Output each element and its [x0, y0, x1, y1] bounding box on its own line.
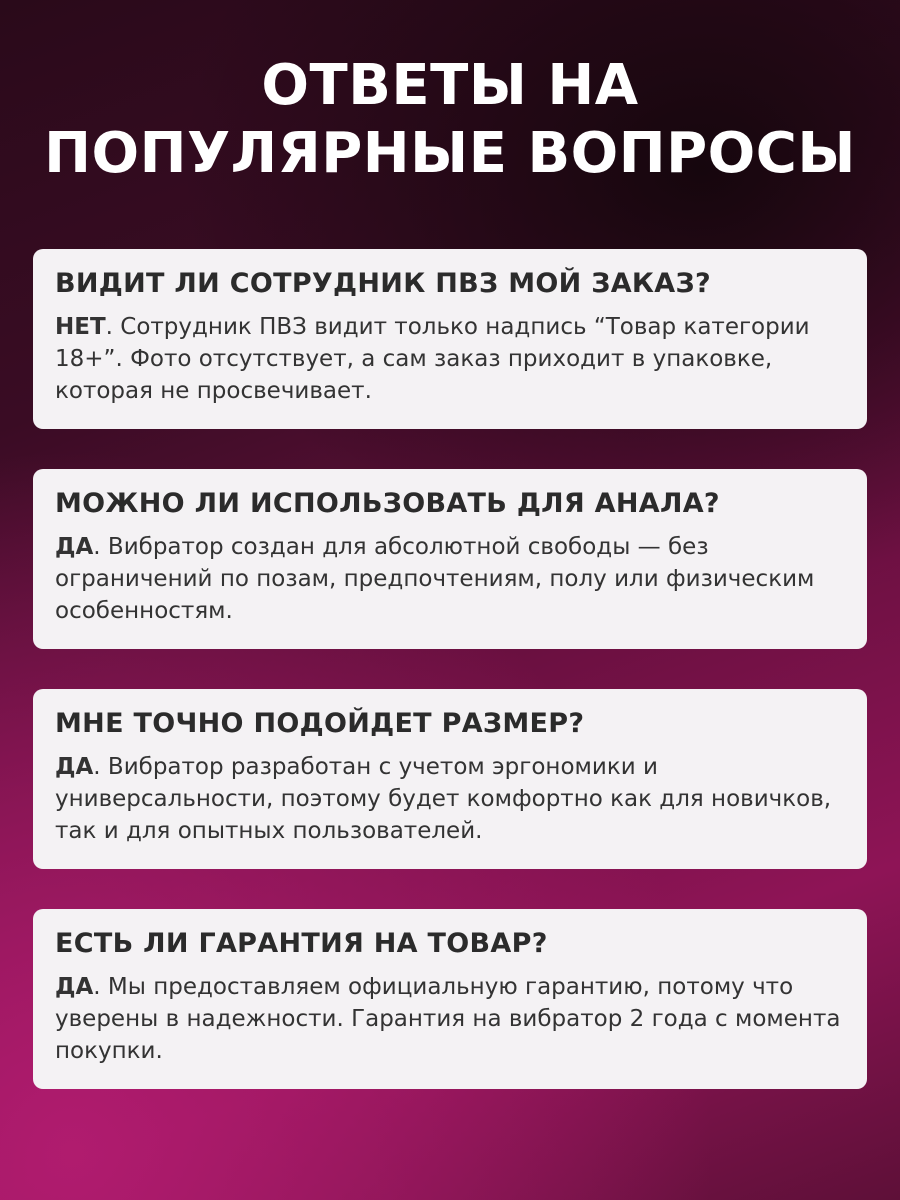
faq-answer-lead: ДА	[55, 534, 94, 560]
faq-question: ВИДИТ ЛИ СОТРУДНИК ПВЗ МОЙ ЗАКАЗ?	[55, 268, 711, 299]
page-title-line-1: ОТВЕТЫ НА	[261, 53, 639, 118]
faq-question: ЕСТЬ ЛИ ГАРАНТИЯ НА ТОВАР?	[55, 928, 548, 959]
faq-answer-text: . Вибратор разработан с учетом эргономики и универсальности, поэтому будет комфортно как для новичков, так и для опытных пользователей.	[55, 754, 832, 844]
faq-list	[33, 249, 867, 1089]
page-title	[0, 52, 900, 188]
faq-answer-lead: ДА	[55, 974, 94, 1000]
faq-answer-text: . Сотрудник ПВЗ видит только надпись “Товар категории 18+”. Фото отсутствует, а сам заказ приходит в упаковке, которая не просвечивает.	[55, 314, 810, 404]
faq-answer	[55, 531, 845, 627]
faq-card	[33, 249, 867, 429]
faq-answer	[55, 751, 845, 847]
faq-question: МНЕ ТОЧНО ПОДОЙДЕТ РАЗМЕР?	[55, 708, 585, 739]
faq-card	[33, 909, 867, 1089]
faq-answer-text: . Вибратор создан для абсолютной свободы — без ограничений по позам, предпочтениям, полу или физическим особенностям.	[55, 534, 815, 624]
faq-card	[33, 689, 867, 869]
faq-card	[33, 469, 867, 649]
page-title-line-2: ПОПУЛЯРНЫЕ ВОПРОСЫ	[44, 121, 856, 186]
faq-answer-lead: ДА	[55, 754, 94, 780]
faq-answer-text: . Мы предоставляем официальную гарантию, потому что уверены в надежности. Гарантия на вибратор 2 года с момента покупки.	[55, 974, 841, 1064]
faq-answer	[55, 971, 845, 1067]
faq-answer	[55, 311, 845, 407]
faq-question: МОЖНО ЛИ ИСПОЛЬЗОВАТЬ ДЛЯ АНАЛА?	[55, 488, 720, 519]
faq-answer-lead: НЕТ	[55, 314, 106, 340]
